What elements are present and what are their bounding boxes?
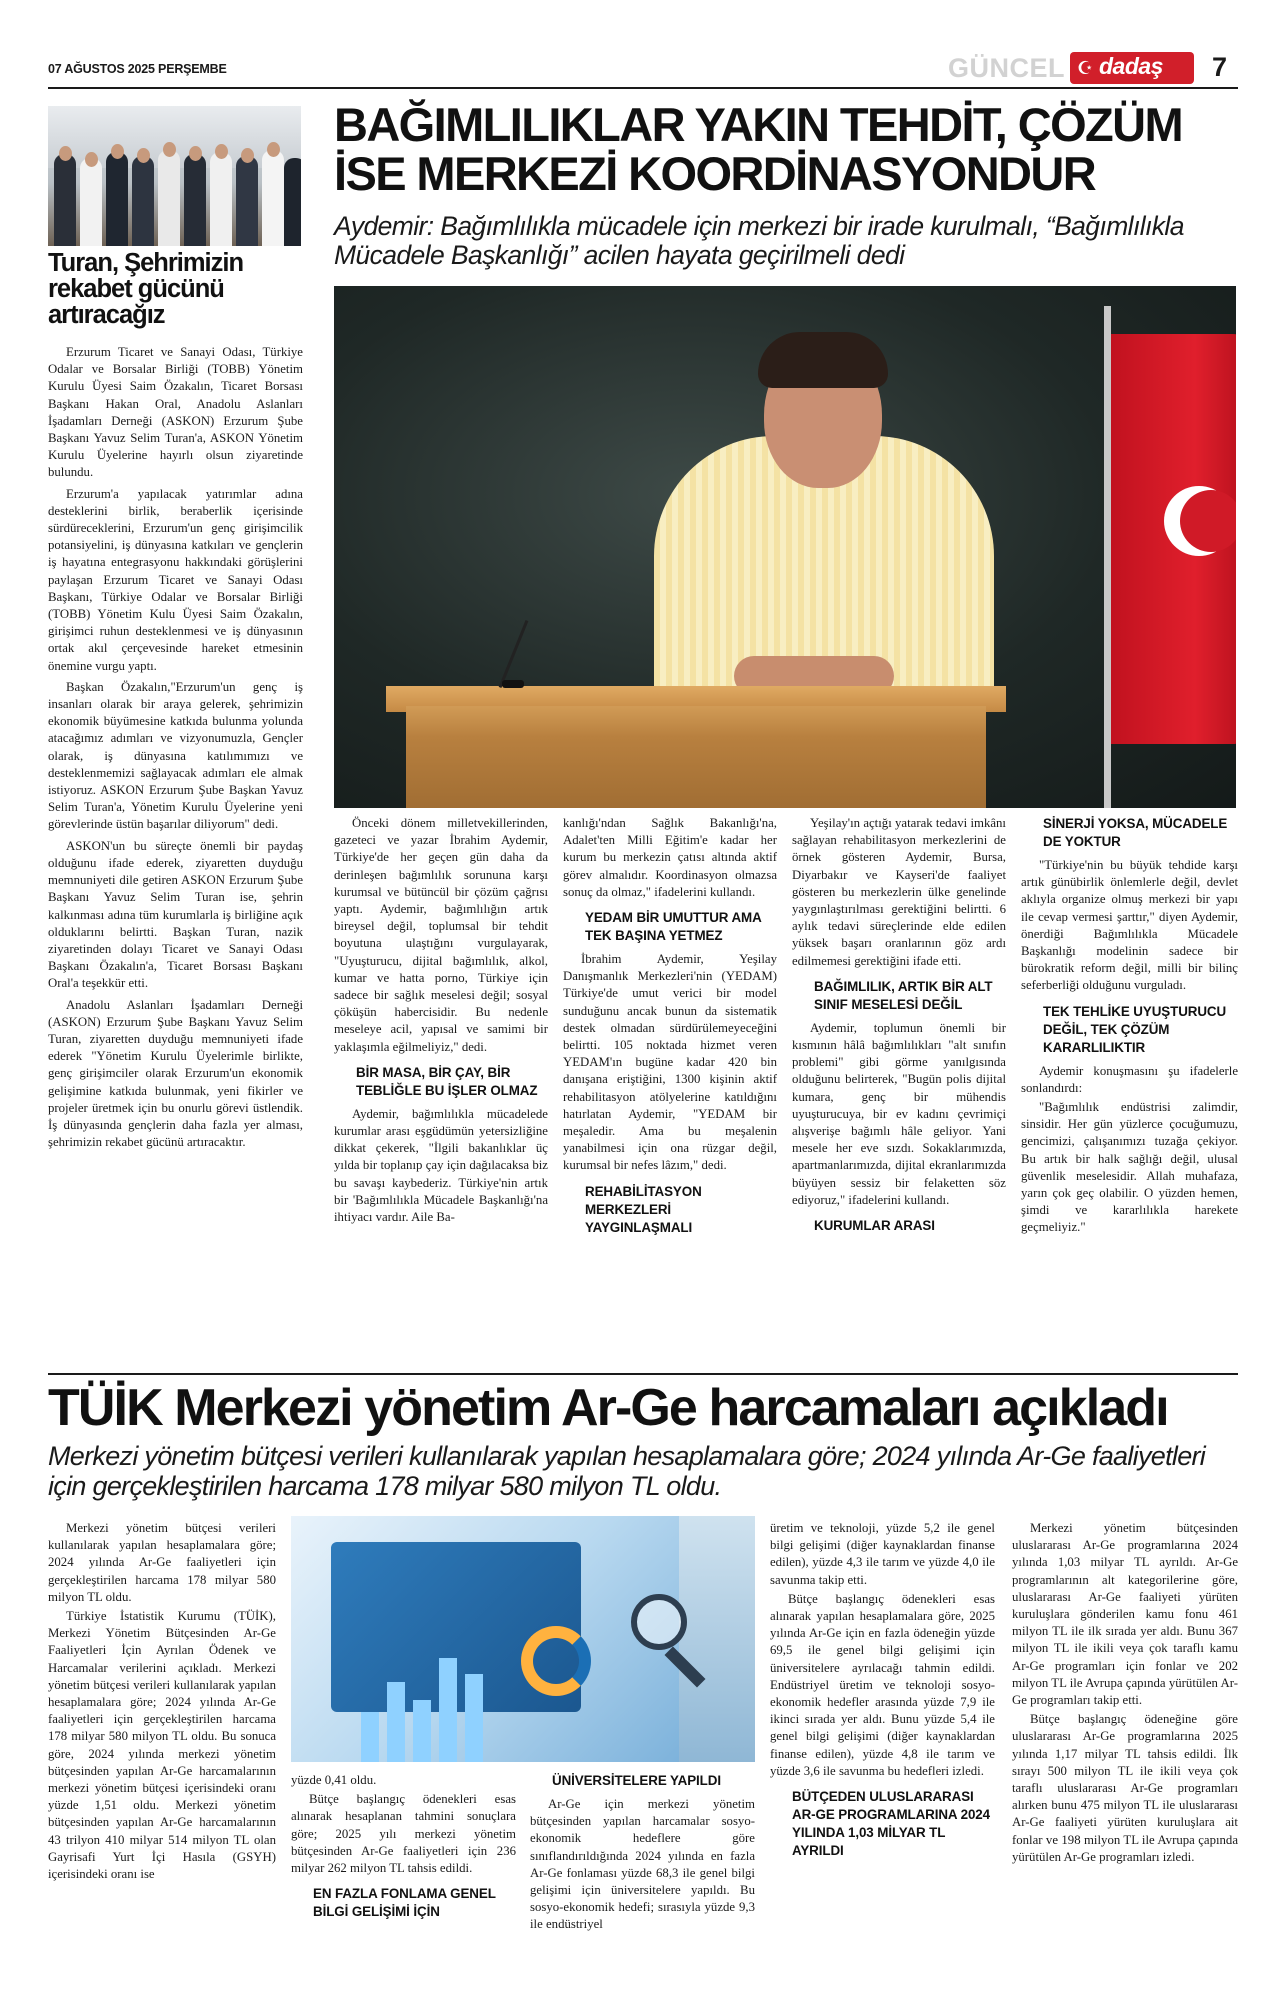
main-subheadline: Aydemir: Bağımlılıkla mücadele için merkezi bir irade kurulmalı, “Bağımlılıkla Mücadele Başkanlığı” acilen hayata geçirilmeli dedi [334, 211, 1184, 270]
page-number: 7 [1212, 52, 1228, 82]
sidebar-paragraph: Anadolu Aslanları İşadamları Derneği (ASKON) Erzurum Şube Başkanı Yavuz Selim Turan, ziyaretten duyduğu memnuniyeti ifade ederek "Yönetim Kurulu Üyelerimle birlikte, genç girişimciler olarak Erzurum'un ekonomik gelişimine katkıda bulunmak, yeni fikirler ve projeler üretmek için bu onurlu görevi üstlendik. İş dünyasında gençlerin daha fazla yer alması, şehrimizin rekabet gücünü artıracaktır. [48, 997, 303, 1150]
sidebar-headline: Turan, Şehrimizin rekabet gücünü artıracağız [48, 249, 244, 329]
sidebar-paragraph: Erzurum'a yapılacak yatırımlar adına desteklerini birlik, beraberlik içerisinde sürdüreceklerini, Erzurum'un genç girişimcilik potansiyelini, iş dünyasına katkıları ve gençlerin iş hayatına entegrasyonu hakkındaki görüşlerini paylaşan Erzurum Ticaret ve Sanayi Odası Başkanı, Türkiye Odalar ve Borsalar Birliği (TOBB) Yönetim Kulu Üyesi Saim Özakalın, girişimci ruhun desteklenmesi ve iş dünyasının ortak akıl çerçevesinde hareket etmesinin önemine vurgu yaptı. [48, 486, 303, 673]
sidebar-paragraph: Erzurum Ticaret ve Sanayi Odası, Türkiye Odalar ve Borsalar Birliği (TOBB) Yönetim Kurulu Üyesi Saim Özakalın, Ticaret Borsası Başkanı Hakan Oral, Anadolu Aslanları İşadamları Derneği (ASKON) Erzurum Şube Başkanı Yavuz Selim Turan'a, ASKON Yönetim Kurulu Üyelerine hayırlı olsun ziyaretinde bulundu. [48, 345, 303, 480]
story2-column-5 [1012, 1520, 1238, 1868]
subheading: EN FAZLA FONLAMA GENEL BİLGİ GELİŞİMİ İÇİN [313, 1886, 496, 1920]
subheading: YEDAM BİR UMUTTUR AMA TEK BAŞINA YETMEZ [585, 910, 762, 944]
paragraph: Bütçe başlangıç ödenekleri esas alınarak yapılan hesaplamalara göre, 2025 yılında Ar-Ge için en fazla ödeneğin yüzde 69,5 ile genel bilgi gelişimi için üniversitelere ayrılacağı tahmin edildi. Endüstriyel üretim ve teknoloji sosyo-ekonomik hedefler arasında yüzde 7,9 ile ikinci sırada yer aldı. Bunu yüzde 5,4 ile genel bilgi gelişimi (diğer kaynaklardan finanse edilen), yüzde 4,8 ile tarım ve yüzde 3,6 ile savunma bu hedefleri izledi. [770, 1591, 995, 1778]
paragraph: "Türkiye'nin bu büyük tehdide karşı artık günübirlik önlemlerle değil, devlet aklıyla organize olmuş merkezi bir yapı ile cevap vermesi şarttır," diyen Aydemir, önerdiği Bağımlılıkla Mücadele Başkanlığı modelinin sadece bir bürokratik reform değil, milli bir bilinç seferberliği olduğunu vurguladı. [1021, 858, 1238, 993]
story2-column-2 [291, 1772, 516, 1927]
paragraph: yüzde 0,41 oldu. [291, 1773, 377, 1787]
page-header [48, 52, 1238, 88]
paragraph: Aydemir, bağımlılıkla mücadelede kurumlar arası eşgüdümün yetersizliğine dikkat çekerek, "İlgili bakanlıklar üç yılda bir toplanıp çay için dağılacaksa biz bu savaşı kaybederiz. Türkiye'nin artık bir 'Bağımlılıkla Mücadele Başkanlığı'na ihtiyacı vardır. Aile Ba- [334, 1106, 548, 1225]
story1-column-4 [1021, 815, 1238, 1239]
paragraph: Bütçe başlangıç ödenekleri esas alınarak hesaplanan tahmini sonuçlara göre; 2025 yılı merkezi yönetim bütçesinden Ar-Ge faaliyetleri için 236 milyar 262 milyon TL tahsis edildi. [291, 1792, 516, 1876]
paragraph: Bütçe başlangıç ödeneğine göre uluslararası Ar-Ge programlarına 2025 yılında 1,17 milyar TL tahsis edildi. İlk sırayı 500 milyon TL ile ikili veya çok taraflı uluslararası Ar-Ge programları alırken bunu 475 milyon TL ile uluslararası Ar-Ge faaliyeti yürüten kuruluşlara ait fonlar ve 198 milyon TL ile Avrupa çapında yürütülen Ar-Ge programları izledi. [1012, 1712, 1238, 1864]
paragraph: "Bağımlılık endüstrisi zalimdir, sinsidir. Her gün yüzlerce çocuğumuzu, gencimizi, çalışanımızı tuzağa çekiyor. Bu artık bir halk sağlığı değil, ulusal güvenlik meselesidir. Allah muhafaza, yarın çok geç olabilir. O yüzden hemen, şimdi ve kararlılıkla harekete geçmeliyiz." [1021, 1100, 1238, 1235]
paragraph: Türkiye İstatistik Kurumu (TÜİK), Merkezi Yönetim Bütçesinden Ar-Ge Faaliyetleri İçin Ayrılan Ödenek ve Harcamalar verilerini açıkladı. Merkezi yönetim bütçesi verileri kullanılarak yapılan hesaplamalara göre; 2024 yılında Ar-Ge faaliyetleri için gerçekleştirilen harcama 178 milyar 580 milyon TL oldu. Bu sonuca göre, 2024 yılında merkezi yönetim bütçesinden yapılan Ar-Ge harcamalarının merkezi yönetim bütçesi içerisindeki oranı yüzde 1,51 oldu. Merkezi yönetim bütçesinden yapılan Ar-Ge harcamalarının 43 trilyon 410 milyar 514 milyon TL olan Gayrisafi Yurt İçi Hasıla (GSYH) içerisindeki oranı ise [48, 1609, 276, 1882]
sidebar-paragraph: Başkan Özakalın,"Erzurum'un genç iş insanları olarak bir araya gelerek, şehrimizin ekonomik büyümesine katkıda bulunma yolunda atacağımız adımları ve vizyonumuzla, Gençler olarak, iş dünyasına katılımımızı ve desteklenmemizi sağlayacak adımları ele almak istiyoruz. ASKON Erzurum Şube Başkan Yavuz Selim Turan'a, Yönetim Kurulu Üyelerine yeni görevlerinde üstün başarılar diliyorum" dedi. [48, 679, 303, 832]
paragraph: Önceki dönem milletvekillerinden, gazeteci ve yazar İbrahim Aydemir, Türkiye'de her geçen gün daha da derinleşen bağımlılık sorununa karşı kurumsal ve bütüncül bir çözüm çağrısı yaptı. Aydemir, bağımlılığın artık bireysel değil, toplumsal bir tehdit boyutuna ulaştığını vurgulayarak, "Uyuşturucu, dijital bağımlılık, alkol, kumar ve hatta porno, Türkiye için sadece bir sağlık meselesi değil; sosyal çöküşün habercisidir. Bu nedenle meseleye acil, yapısal ve samimi bir yaklaşımla eğilmeliyiz," dedi. [334, 816, 548, 1054]
issue-date: 07 AĞUSTOS 2025 PERŞEMBE [48, 62, 227, 76]
rd-illustration-photo [291, 1516, 755, 1762]
main-headline: BAĞIMLILIKLAR YAKIN TEHDİT, ÇÖZÜM İSE MERKEZİ KOORDİNASYONDUR [334, 98, 1183, 200]
section-label: GÜNCEL [948, 53, 1065, 83]
sidebar-article-body [48, 344, 303, 1155]
story2-column-3 [530, 1772, 755, 1936]
story1-column-2 [563, 815, 777, 1243]
paragraph: üretim ve teknoloji, yüzde 5,2 ile genel bilgi gelişimi (diğer kaynaklardan finanse edilen), yüzde 4,3 ile tarım ve yüzde 4,0 ile savunma takip etti. [770, 1521, 995, 1587]
paragraph: İbrahim Aydemir, Yeşilay Danışmanlık Merkezleri'nin (YEDAM) Türkiye'de umut verici bir model sunduğunu ancak bunun da sistematik destek olmadan sürdürülemeyeceğini belirtti. 105 noktada hizmet veren YEDAM'ın bugüne kadar 420 bin danışana eriştiğini, 1300 kişinin aktif rehabilitasyon atölyelerine katıldığını hatırlatan Aydemir, "YEDAM bir meşaledir. Ama bu meşalenin yanabilmesi için ona rüzgar değil, kurumsal bir nefes lâzım," dedi. [563, 952, 777, 1173]
tuik-headline: TÜİK Merkezi yönetim Ar-Ge harcamaları açıkladı [48, 1379, 1168, 1437]
subheading: KURUMLAR ARASI [814, 1218, 935, 1234]
subheading: ÜNİVERSİTELERE YAPILDI [552, 1773, 721, 1788]
subheading: BAĞIMLILIK, ARTIK BİR ALT SINIF MESELESİ DEĞİL [814, 978, 993, 1012]
subheading: TEK TEHLİKE UYUŞTURUCU DEĞİL, TEK ÇÖZÜM KARARLILIKTIR [1043, 1003, 1227, 1055]
paragraph: kanlığı'ndan Sağlık Bakanlığı'na, Adalet'ten Milli Eğitim'e kadar her kurum bu merkezin çatısı altında aktif görev almalıdır. Koordinasyon olmazsa sonuç da olmaz," ifadelerini kullandı. [563, 816, 777, 899]
sidebar-paragraph: ASKON'un bu süreçte önemli bir paydaş olduğunu ifade ederek, ziyaretten duyduğu memnuniyeti dile getiren ASKON Erzurum Şube Başkanı Yavuz Selim Turan ise, şehrin kalkınması adına tüm kurumlarla iş birliğine açık olduklarını belirtti. Başkan Turan, nazik ziyaretinden dolayı Ticaret ve Sanayi Odası Başkanı Özakalın'a, Ticaret Borsası Başkanı Oral'a teşekkür etti. [48, 838, 303, 991]
story-divider [48, 1373, 1238, 1375]
story2-column-1 [48, 1520, 276, 1885]
newspaper-logo[interactable] [1070, 52, 1194, 84]
paragraph: Aydemir konuşmasını şu ifadelerle sonlandırdı: [1021, 1063, 1238, 1095]
subheading: BÜTÇEDEN ULUSLARARASI AR-GE PROGRAMLARINA 2024 YILINDA 1,03 MİLYAR TL AYRILDI [792, 1789, 990, 1859]
paragraph: Ar-Ge için merkezi yönetim bütçesinden yapılan harcamalar sosyo-ekonomik hedeflere göre sınıflandırıldığında 2024 yılında en fazla Ar-Ge fonlaması yüzde 68,3 ile genel bilgi gelişimi için üniversitelere yapıldı. Bu sosyo-ekonomik hedefi; sırasıyla yüzde 9,3 ile endüstriyel [530, 1797, 755, 1932]
aydemir-photo [334, 286, 1236, 808]
subheading: SİNERJİ YOKSA, MÜCADELE DE YOKTUR [1043, 816, 1228, 849]
paragraph: Aydemir, toplumun önemli bir kısmının hâlâ bağımlılıkları "alt sınıfın problemi" gibi görme yanılgısında olduğunu belirterek, "Bugün polis dijital kumara, genç bir mühendis uyuşturucuya, bir ev kadını çevrimiçi alışverişe bağımlı hâle geliyor. Yani mesele her eve sızdı. Sokaklarımızda, apartmanlarımızda, dijital ekranlarımızda büyüyen sessiz bir felaketten söz ediyoruz," ifadelerini kullandı. [792, 1020, 1006, 1207]
subheading: BİR MASA, BİR ÇAY, BİR TEBLİĞLE BU İŞLER OLMAZ [356, 1064, 538, 1098]
header-divider [48, 87, 1238, 89]
crescent-star-icon: ☪ [1077, 58, 1094, 79]
subheading: REHABİLİTASYON MERKEZLERİ YAYGINLAŞMALI [585, 1183, 702, 1235]
paragraph: Yeşilay'ın açtığı yatarak tedavi imkânı sağlayan rehabilitasyon merkezlerini de örnek gösteren Aydemir, Bursa, Diyarbakır ve Kayseri'de faaliyet gösteren bu merkezlerin ülke genelinde yaygınlaştırılması gerektiğini belirtti. 6 aylık tedavi süreçlerinde elde edilen yüksek başarı oranlarının göz ardı edilmemesi gerektiğini ifade etti. [792, 816, 1006, 968]
story1-column-3 [792, 815, 1006, 1241]
paragraph: Merkezi yönetim bütçesi verileri kullanılarak yapılan hesaplamalara göre; 2024 yılında Ar-Ge faaliyetleri için gerçekleştirilen harcama 178 milyar 580 milyon TL oldu. [48, 1521, 276, 1604]
story2-column-4 [770, 1520, 995, 1866]
logo-text: dadaş [1099, 53, 1163, 79]
story1-column-1 [334, 815, 548, 1228]
tuik-subheadline: Merkezi yönetim bütçesi verileri kullanılarak yapılan hesaplamalara göre; 2024 yılında Ar-Ge faaliyetleri için gerçekleştirilen harcama 178 milyar 580 milyon TL oldu. [48, 1441, 1206, 1501]
paragraph: Merkezi yönetim bütçesinden uluslararası Ar-Ge programlarına 2024 yılında 1,03 milyar TL ayrıldı. Ar-Ge programlarının alt kategorilerine göre, uluslararası Ar-Ge faaliyeti yürüten kuruluşlara gönderilen kamu fonu 461 milyon TL ile ilk sırada yer aldı. Bunu 367 milyon TL ile ikili veya çok taraflı kamu Ar-Ge programları için fonlar ve 202 milyon TL ile Avrupa çapında yürütülen Ar-Ge programları takip etti. [1012, 1521, 1238, 1708]
sidebar-photo [48, 106, 301, 246]
